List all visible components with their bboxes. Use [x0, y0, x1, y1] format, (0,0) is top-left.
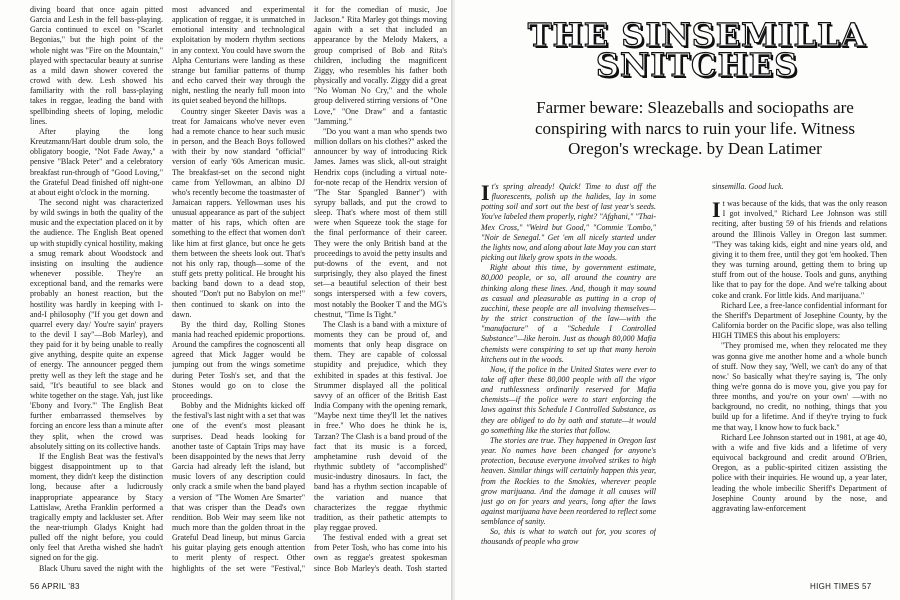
paragraph: most advanced and experimental application of reggae, it is unmatched in emotional intensity and technological exploitation by modern rhythm sections in any context. You could have sworn the Alpha Centurians were landing as these strange but familiar patterns of thump and echo carved their way through the night, nestling the nearly full moon into its quiet seabed beyond the hilltops.: [172, 5, 305, 106]
paragraph: [712, 199, 887, 301]
right-column-2: [712, 182, 887, 580]
paragraph: "They promised me, when they relocated me they was gonna give me another home and a whole bunch of stuff. Now they say, 'Well, we can't do any of that now.' So basically what they're saying is, 'The only thing we're gonna do is move you, give you pay for three months, and you're on your own' —with no background, no credit, no nothing, things that you build up for a lifetime. And if they're trying to fuck me that way, I know how to fuck back.": [712, 341, 887, 432]
paragraph: "Do you want a man who spends two million dollars on his clothes?" asked the announcer by way of introducing Rick James. James was slick, all-out straight Hendrix cops (including a virtual note-for-note recap of the Hendrix version of "The Star Spangled Banner") with syrupy ballads, and put the crowd to sleep. That's where most of them still were when Squeeze took the stage for the final performance of their career. They were the only British band at the proceedings to avoid the petty insults and put-downs of the event, and not surprisingly, they also played the finest set—a beautiful selection of their best songs interspersed with a few covers, most notably the Booker T and the MG's chestnut, "Time Is Tight.": [314, 126, 447, 319]
paragraph: Right about this time, by government estimate, 80,000 people, or so, all around the country are thinking along these lines. And, though it may sound as casual and pleasurable as putting in a crop of zucchini, these people are all involving themselves—by the strict construction of the law—with the "manufacture" of a "Schedule I Controlled Substance"—like heroin. Just as though 80,000 Mafia chemists were conspiring to set up that many heroin kitchens out in the woods.: [481, 263, 656, 364]
paragraph: Richard Lee, a free-lance confidential informant for the Sheriff's Department of Josephine County, by the California border on the Pacific slope, was also telling HIGH TIMES this about his employers:: [712, 300, 887, 341]
paragraph: Country singer Skeeter Davis was a treat for Jamaicans who've never even had a remote chance to hear such music in person, and the Beach Boys followed with their by now standard "official" version of early '60s American music. The breakfast-set on the second night came from Yellowman, an albino DJ who's recently become the toastmaster of Jamaican rappers. Yellowman uses his unusual appearance as part of the subject matter of his raps, which often are something to the effect that women don't like him at first glance, but once he gets them between the sheets look out. That's not his only rap, though—some of the stuff gets pretty political. He brought his backing band down to a dead stop, shouted "Don't put no Babylon on me!" then continued to skank on into the dawn.: [172, 106, 305, 319]
left-column-3: [314, 5, 447, 575]
drop-cap: I: [481, 182, 490, 205]
paragraph: Richard Lee Johnson started out in 1981, at age 40, with a wife and five kids and a lifetime of very equivocal background and credit around O'Brien, Oregon, as a public-spirited citizen assisting the police with their inquiries. He wound up, a year later, leading the whole imbecilic Sheriff's Department of Josephine County around by the nose, and aggravating law-enforcement: [712, 432, 887, 513]
paragraph: [481, 182, 656, 263]
paragraph: Bobby and the Midnights kicked off the festival's last night with a set that was one of the event's most pleasant surprises. Dead heads looking for another taste of Captain Trips may have been disappointed by the news that Jerry Garcia had already left the island, but music lovers of any description could only crack a smile when the band played a version of "The Women Are Smarter" that was crisper than the Dead's own rendition. Bob Weir may seem like not much more than the golden throat in the Grateful Dead lineup, but minus Garcia his guitar playing gets enough attention to merit plenty of respect. Other highlights of the set were "Festival,": [172, 401, 305, 573]
left-column-2: [172, 5, 305, 575]
right-folio: HIGH TIMES 57: [810, 582, 872, 591]
paragraph-text: t's spring already! Quick! Time to dust off the fluorescents, polish up the halides, lay in some potting soil and sort out the best of last year's seeds. You've labeled them properly, right? "Afghani," "Thai-Mex Cross," "Weird but Good," "Commie 'Lombo," "Noir de Senegal." Get 'em all nicely started under the lights now, and along about late May you can start picking out likely grow spots in the woods.: [481, 182, 656, 263]
left-folio: 56 APRIL '83: [30, 582, 80, 591]
paragraph: The Clash is a band with a mixture of moments they can be proud of, and moments that only heap disgrace on them. They are capable of colossal stupidity and prejudice, which they exhibited in spades at this festival. Joe Strummer displayed all the political savvy of an officer of the British East India Company with the opening remark, "Maybe next time they'll let the natives in free." Who does he think he is, Tarzan? The Clash is a band proud of the fact that its music is a forced, amphetamine rush devoid of the rhythmic subtlety of "accomplished" music-industry dinosaurs. In fact, the band has a rhythm section incapable of the variation and nuance that characterizes the reggae rhythmic tradition, as their pathetic attempts to play reggae proved.: [314, 319, 447, 532]
paragraph: By the third day, Rolling Stones mania had reached epidemic proportions. Around the campfires the cognoscenti all agreed that Mick Jagger would be jumping out from the wings sometime during Peter Tosh's set, and that the Stones would go on to close the proceedings.: [172, 319, 305, 400]
paragraph: sinsemilla. Good luck.: [712, 182, 784, 191]
paragraph: If the English Beat was the festival's biggest disappointment up to that moment, they didn't keep the distinction long, because after a ludicrously inappropriate appearance by Stacy Lattislaw, Aretha Franklin performed a tragically empty and lackluster set. After the near-triumph Gladys Knight had pulled off the night before, you could only feel that Aretha wished she hadn't signed on for the gig.: [30, 451, 163, 563]
drop-cap: I: [712, 197, 721, 223]
paragraph: So, this is what to watch out for, you scores of thousands of people who grow: [481, 527, 656, 547]
paragraph: Black Uhuru saved the night with the: [39, 563, 163, 573]
left-column-1: [30, 5, 163, 575]
article-title: THE SINSEMILLA SNITCHES: [527, 16, 867, 84]
paragraph: The festival ended with a great set from Peter Tosh, who has come into his own as reggae's greatest spokesman since Bob Marley's death. Tosh started: [314, 533, 447, 573]
paragraph-text: t was because of the kids, that was the only reason I got involved," Richard Lee Johnson was still reciting, after busting 59 of his friends and relations around the Illinois Valley in Oregon last summer. "They was taking kids, eight and nine years old, and giving it to them free, until they got 'em hooked. Then they was turning around, getting them to bring up stuff from out of the house. Tools and guns, anything like that to pay for the dope. And we're talking about coke and crank. For little kids. And marijuana.": [712, 199, 887, 300]
paragraph: Now, if the police in the United States were ever to take off after these 80,000 people with all the vigor and ruthlessness ordinarily reserved for Mafia chemists—if the police were to start enforcing the laws against this Schedule I Controlled Substance, as they are obliged to do by oath and statute—it would go something like the stories that follow.: [481, 364, 656, 435]
paragraph: After playing the long Kreutzmann/Hart double drum solo, the obligatory boogie, "Not Fade Away," a pensive "Black Peter" and a celebratory breakfast run-through of "Good Loving," the Grateful Dead finished off night-one at about eight o'clock in the morning.: [30, 126, 163, 197]
right-page: [455, 0, 900, 600]
paragraph: The second night was characterized by wild swings in both the quality of the music and the expectation placed on it by the audience. The English Beat opened up with stupidly cynical hostility, making a smug remark about Woodstock and insisting on insulting the audience whenever possible. They're an exceptional band, and the remarks were probably an honest reaction, but the hostility was hardly in keeping with I-and-I philosophy ("If you get down and quarrel every day/ You're sayin' prayers to the devil I say"—Bob Marley), and they paid for it by being unable to really give anything, despite quite an expense of energy. The announcer pegged them pretty well as they left the stage and he said, "It's beautiful to see black and white together on the stage. Yah, just like 'Ebony and Ivory.'" The English Beat further embarrassed themselves by forcing an encore less than a minute after they split, when the crowd was absolutely sitting on its collective hands.: [30, 197, 163, 451]
article-subtitle: Farmer beware: Sleazeballs and sociopaths are conspiring with narcs to ruin your life. Witness Oregon's wreckage. by Dean Latimer: [534, 98, 856, 158]
right-column-1: [481, 182, 656, 580]
paragraph: The stories are true. They happened in Oregon last year. No names have been changed for anyone's protection, because everyone involved strikes to high heaven. Similar things will certainly happen this year, from the Rockies to the Smokies, wherever people grow marijuana. And the damage it all causes will just go on for years and years, long after the laws against marijuana have been reordered to reflect some semblance of sanity.: [481, 435, 656, 527]
paragraph: it for the comedian of music, Joe Jackson." Rita Marley got things moving again with a set that included an appearance by the Melody Makers, a group comprised of Bob and Rita's children, including the magnificent Ziggy, who resembles his father both physically and vocally. Ziggy did a great "No Woman No Cry," and the whole group delivered stirring versions of "One Love," "One Draw" and a fantastic "Jamming.": [314, 5, 447, 126]
paragraph: diving board that once again pitted Garcia and Lesh in the fell bass-playing. Garcia continued to excel on "Scarlet Begonias," but the high point of the whole night was "Fire on the Mountain," played with spectacular beauty at sunrise as a mild dawn shower covered the crowd with dew. Lesh showed his familiarity with the roll bass-playing takes in reggae, leading the band with spellbinding sheets of loping, melodic lines.: [30, 5, 163, 126]
